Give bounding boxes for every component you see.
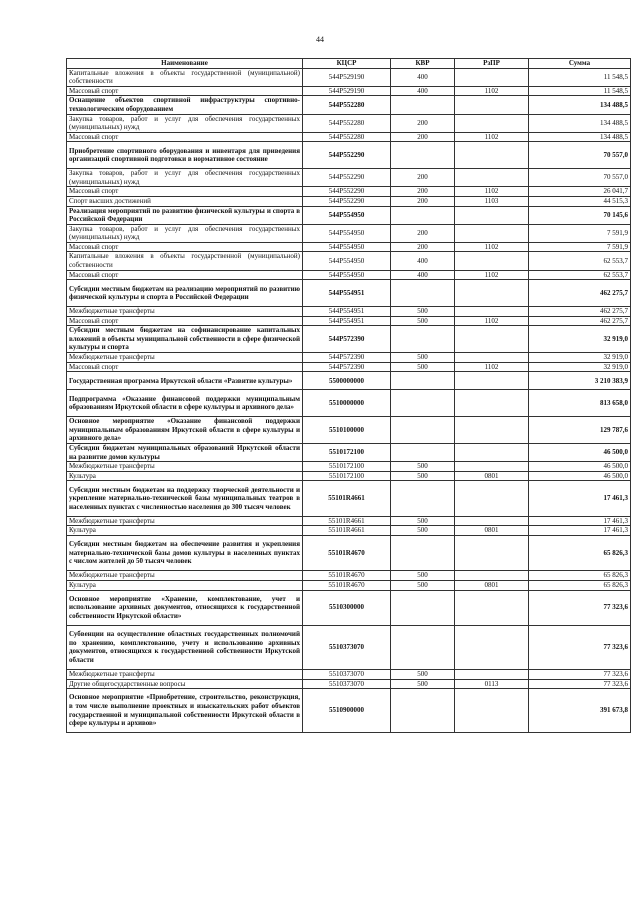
row-kvr [391,96,455,114]
row-rzpr [455,516,529,526]
row-rzpr: 0801 [455,526,529,536]
row-kcsr: 544P554950 [303,252,391,270]
table-row [67,580,631,590]
table-row [67,326,631,353]
table-row [67,526,631,536]
row-kvr: 500 [391,462,455,472]
row-sum: 65 826,3 [529,535,631,570]
row-name: Межбюджетные трансферты [67,307,303,317]
row-name: Основное мероприятие «Оказание финансовой поддержки муниципальным образованиям Иркутской области в сфере культуры и архивного дела» [67,417,303,444]
row-rzpr [455,535,529,570]
row-kcsr: 544P552280 [303,132,391,142]
row-sum: 7 591,9 [529,242,631,252]
row-rzpr [455,462,529,472]
table-row [67,270,631,280]
row-name: Культура [67,471,303,481]
row-sum: 129 787,6 [529,417,631,444]
header-rzpr: РзПР [455,59,529,69]
row-kcsr: 55101R4670 [303,535,391,570]
row-sum: 17 461,3 [529,481,631,516]
table-row [67,669,631,679]
table-body [67,68,631,733]
row-name: Капитальные вложения в объекты государственной (муниципальной) собственности [67,68,303,86]
row-name: Субсидии местным бюджетам на поддержку творческой деятельности и укрепление материально-технической базы муниципальных театров в населенных пунктах с численностью населения до 300 тысяч человек [67,481,303,516]
row-sum: 32 919,0 [529,362,631,372]
row-sum: 134 488,5 [529,96,631,114]
row-name: Субсидии местным бюджетам на обеспечение развития и укрепления материально-технической базы домов культуры в населенных пунктах с числом жителей до 50 тысяч человек [67,535,303,570]
row-name: Спорт высших достижений [67,196,303,206]
row-rzpr [455,169,529,187]
row-sum: 17 461,3 [529,516,631,526]
row-kcsr: 544P572390 [303,326,391,353]
row-kvr: 200 [391,187,455,197]
row-kcsr: 544P529190 [303,68,391,86]
row-kvr [391,535,455,570]
row-rzpr [455,372,529,390]
row-kcsr: 544P552290 [303,187,391,197]
row-kvr [391,590,455,625]
row-name: Межбюджетные трансферты [67,353,303,363]
row-kcsr: 5510373070 [303,625,391,669]
row-rzpr [455,669,529,679]
row-name: Реализация мероприятий по развитию физической культуры и спорта в Российской Федерации [67,206,303,224]
row-kvr [391,326,455,353]
table-row [67,206,631,224]
table-row [67,362,631,372]
row-name: Массовый спорт [67,86,303,96]
table-row [67,471,631,481]
table-row [67,444,631,462]
row-kcsr: 544P554951 [303,280,391,307]
row-sum: 462 275,7 [529,307,631,317]
row-kvr: 500 [391,679,455,689]
row-rzpr [455,142,529,169]
table-row [67,417,631,444]
row-sum: 7 591,9 [529,224,631,242]
table-row [67,625,631,669]
row-kvr [391,481,455,516]
row-rzpr [455,444,529,462]
row-rzpr: 0801 [455,471,529,481]
row-name: Закупка товаров, работ и услуг для обеспечения государственных (муниципальных) нужд [67,169,303,187]
table-row [67,68,631,86]
row-sum: 462 275,7 [529,280,631,307]
row-kcsr: 544P529190 [303,86,391,96]
table-row [67,196,631,206]
row-name: Культура [67,580,303,590]
row-rzpr [455,481,529,516]
row-rzpr [455,96,529,114]
row-kcsr: 544P552290 [303,169,391,187]
row-rzpr [455,625,529,669]
table-row [67,462,631,472]
row-kvr: 200 [391,242,455,252]
table-row [67,96,631,114]
row-kvr [391,689,455,733]
table-row [67,252,631,270]
row-kvr [391,417,455,444]
budget-table [66,58,631,733]
row-name: Приобретение спортивного оборудования и инвентаря для приведения организаций спортивной подготовки в нормативное состояние [67,142,303,169]
row-kcsr: 55101R4670 [303,580,391,590]
row-name: Основное мероприятие «Хранение, комплектование, учет и использование архивных документов, относящихся к государственной собственности Иркутской области» [67,590,303,625]
row-kcsr: 5510373070 [303,669,391,679]
table-row [67,142,631,169]
row-rzpr: 0113 [455,679,529,689]
row-name: Капитальные вложения в объекты государственной (муниципальной) собственности [67,252,303,270]
table-row [67,535,631,570]
row-rzpr [455,353,529,363]
row-sum: 62 553,7 [529,252,631,270]
row-kvr: 500 [391,526,455,536]
row-kcsr: 5510172100 [303,471,391,481]
row-kvr: 500 [391,316,455,326]
row-rzpr: 1102 [455,270,529,280]
row-sum: 44 515,3 [529,196,631,206]
row-kcsr: 544P552290 [303,142,391,169]
table-row [67,187,631,197]
row-kvr: 500 [391,353,455,363]
row-sum: 46 500,0 [529,471,631,481]
row-name: Субсидии бюджетам муниципальных образований Иркутской области на развитие домов культуры [67,444,303,462]
row-kvr: 200 [391,196,455,206]
row-sum: 134 488,5 [529,114,631,132]
row-sum: 134 488,5 [529,132,631,142]
row-rzpr [455,571,529,581]
row-name: Межбюджетные трансферты [67,462,303,472]
row-rzpr: 1102 [455,242,529,252]
row-rzpr [455,689,529,733]
row-kcsr: 544P554951 [303,316,391,326]
row-kcsr: 5510373070 [303,679,391,689]
row-sum: 65 826,3 [529,571,631,581]
row-name: Массовый спорт [67,362,303,372]
row-sum: 62 553,7 [529,270,631,280]
table-row [67,132,631,142]
row-name: Субвенции на осуществление областных государственных полномочий по хранению, комплектованию, учету и использованию архивных документов, относящихся к государственной собственности Иркутской области [67,625,303,669]
row-kvr: 500 [391,471,455,481]
row-name: Массовый спорт [67,242,303,252]
row-name: Субсидии местным бюджетам на реализацию мероприятий по развитию физической культуры и спорта в Российской Федерации [67,280,303,307]
table-row [67,86,631,96]
table-row [67,571,631,581]
row-kvr [391,142,455,169]
row-rzpr: 1102 [455,86,529,96]
row-name: Межбюджетные трансферты [67,669,303,679]
row-name: Субсидии местным бюджетам на софинансирование капитальных вложений в объекты муниципальной собственности в сфере физической культуры и спорта [67,326,303,353]
table-row [67,280,631,307]
table-row [67,224,631,242]
row-sum: 813 658,0 [529,390,631,417]
row-rzpr [455,307,529,317]
header-name: Наименование [67,59,303,69]
row-kvr [391,390,455,417]
row-rzpr [455,417,529,444]
row-kvr [391,280,455,307]
row-kcsr: 5500000000 [303,372,391,390]
row-kvr: 500 [391,307,455,317]
row-name: Государственная программа Иркутской области «Развитие культуры» [67,372,303,390]
row-kvr: 500 [391,571,455,581]
row-name: Межбюджетные трансферты [67,516,303,526]
row-rzpr: 0801 [455,580,529,590]
row-sum: 65 826,3 [529,580,631,590]
row-kcsr: 5510172100 [303,462,391,472]
row-kcsr: 5510000000 [303,390,391,417]
row-name: Межбюджетные трансферты [67,571,303,581]
table-row [67,679,631,689]
row-rzpr: 1103 [455,196,529,206]
table-row [67,372,631,390]
row-sum: 77 323,6 [529,625,631,669]
row-kcsr: 544P554951 [303,307,391,317]
row-kcsr: 544P552280 [303,96,391,114]
table-row [67,481,631,516]
row-sum: 46 500,0 [529,462,631,472]
row-kcsr: 544P572390 [303,362,391,372]
table-row [67,114,631,132]
row-kvr: 200 [391,114,455,132]
row-kvr: 200 [391,224,455,242]
row-kcsr: 544P554950 [303,224,391,242]
row-kcsr: 544P554950 [303,242,391,252]
table-row [67,316,631,326]
row-sum: 11 548,5 [529,68,631,86]
row-kvr: 500 [391,580,455,590]
row-rzpr: 1102 [455,132,529,142]
table-row [67,242,631,252]
row-kcsr: 544P554950 [303,206,391,224]
row-kcsr: 55101R4661 [303,481,391,516]
row-rzpr [455,590,529,625]
row-kcsr: 5510900000 [303,689,391,733]
table-row [67,307,631,317]
row-sum: 77 323,6 [529,669,631,679]
row-kvr [391,372,455,390]
row-kvr [391,444,455,462]
row-name: Массовый спорт [67,270,303,280]
row-sum: 3 210 383,9 [529,372,631,390]
row-sum: 32 919,0 [529,326,631,353]
row-kcsr: 5510172100 [303,444,391,462]
row-sum: 70 557,0 [529,169,631,187]
table-row [67,590,631,625]
row-rzpr: 1102 [455,316,529,326]
row-kvr [391,206,455,224]
row-name: Другие общегосударственные вопросы [67,679,303,689]
row-kvr: 400 [391,252,455,270]
row-sum: 17 461,3 [529,526,631,536]
row-name: Массовый спорт [67,132,303,142]
row-rzpr [455,252,529,270]
row-kvr: 500 [391,669,455,679]
row-kvr: 200 [391,169,455,187]
row-sum: 46 500,0 [529,444,631,462]
table-row [67,353,631,363]
table-row [67,390,631,417]
header-sum: Сумма [529,59,631,69]
row-name: Массовый спорт [67,187,303,197]
header-kcsr: КЦСР [303,59,391,69]
row-rzpr [455,280,529,307]
row-sum: 77 323,6 [529,679,631,689]
row-rzpr [455,68,529,86]
row-name: Закупка товаров, работ и услуг для обеспечения государственных (муниципальных) нужд [67,114,303,132]
row-kvr: 200 [391,132,455,142]
row-rzpr [455,326,529,353]
row-sum: 26 041,7 [529,187,631,197]
row-sum: 462 275,7 [529,316,631,326]
row-kvr: 400 [391,68,455,86]
row-name: Подпрограмма «Оказание финансовой поддержки муниципальным образованиям Иркутской области в сфере культуры и архивного дела» [67,390,303,417]
row-kvr: 400 [391,270,455,280]
header-kvr: КВР [391,59,455,69]
row-kcsr: 544P552280 [303,114,391,132]
row-rzpr [455,224,529,242]
table-row [67,689,631,733]
row-kvr: 500 [391,516,455,526]
row-sum: 70 557,0 [529,142,631,169]
row-sum: 70 145,6 [529,206,631,224]
row-rzpr: 1102 [455,362,529,372]
row-name: Закупка товаров, работ и услуг для обеспечения государственных (муниципальных) нужд [67,224,303,242]
row-sum: 77 323,6 [529,590,631,625]
table-row [67,516,631,526]
row-rzpr: 1102 [455,187,529,197]
row-sum: 11 548,5 [529,86,631,96]
row-sum: 32 919,0 [529,353,631,363]
row-kcsr: 544P552290 [303,196,391,206]
row-rzpr [455,206,529,224]
row-rzpr [455,114,529,132]
row-kcsr: 5510300000 [303,590,391,625]
table-header-row [67,59,631,69]
row-kcsr: 544P572390 [303,353,391,363]
page-number: 44 [316,35,324,44]
row-rzpr [455,390,529,417]
row-kvr [391,625,455,669]
row-name: Основное мероприятие «Приобретение, строительство, реконструкция, в том числе выполнение проектных и изыскательских работ объектов государственной и муниципальной собственности Иркутской области в сфере культуры и архивов» [67,689,303,733]
table-row [67,169,631,187]
row-kcsr: 55101R4670 [303,571,391,581]
row-kvr: 400 [391,86,455,96]
row-sum: 391 673,8 [529,689,631,733]
row-kcsr: 55101R4661 [303,526,391,536]
row-name: Массовый спорт [67,316,303,326]
row-name: Культура [67,526,303,536]
row-kvr: 500 [391,362,455,372]
row-kcsr: 544P554950 [303,270,391,280]
row-kcsr: 5510100000 [303,417,391,444]
row-kcsr: 55101R4661 [303,516,391,526]
row-name: Оснащение объектов спортивной инфраструктуры спортивно-технологическим оборудованием [67,96,303,114]
